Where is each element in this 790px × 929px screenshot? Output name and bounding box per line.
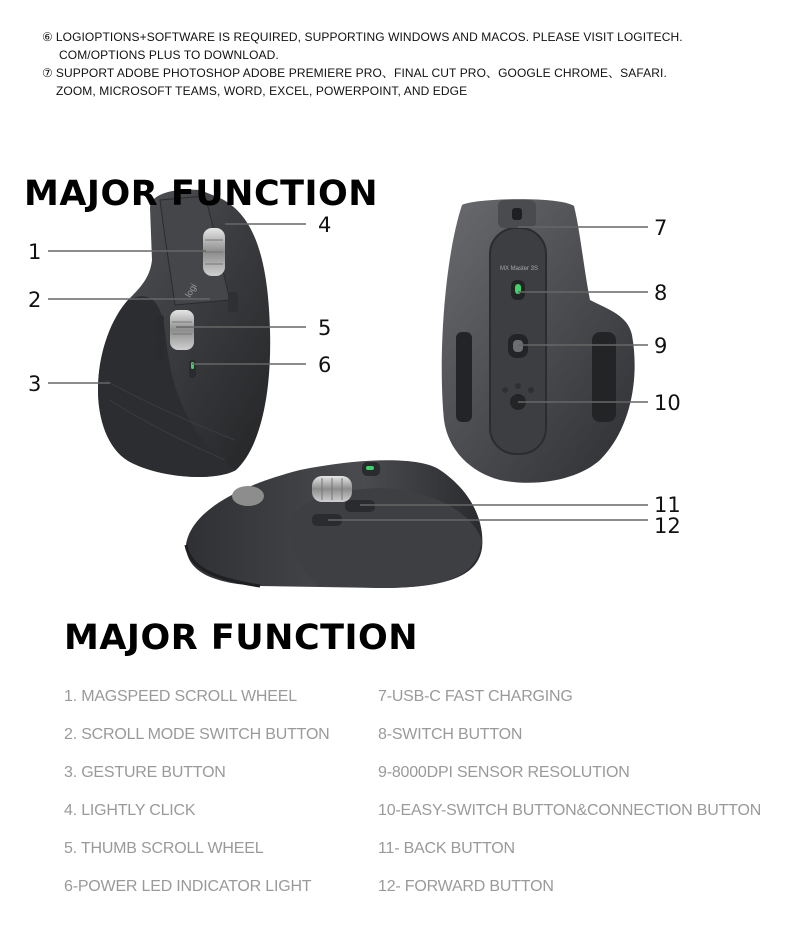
power-led: [191, 362, 194, 369]
feature-item: 2. SCROLL MODE SWITCH BUTTON: [64, 726, 330, 743]
usbc-port: [512, 208, 522, 220]
feature-item: 11- BACK BUTTON: [378, 840, 515, 857]
callout-10: 10: [654, 391, 681, 415]
mouse-side-view: [186, 460, 482, 588]
feature-item: 6-POWER LED INDICATOR LIGHT: [64, 878, 312, 895]
callout-7: 7: [654, 216, 668, 240]
section-heading-top: MAJOR FUNCTION: [24, 174, 379, 214]
callout-11: 11: [654, 493, 681, 517]
callout-5: 5: [318, 316, 332, 340]
note-text: SUPPORT ADOBE PHOTOSHOP ADOBE PREMIERE PRO、FINAL CUT PRO、GOOGLE CHROME、SAFARI.: [55, 66, 667, 80]
section-heading-bottom: MAJOR FUNCTION: [64, 618, 419, 658]
mouse-top-view: [98, 190, 270, 477]
feature-item: 8-SWITCH BUTTON: [378, 726, 523, 743]
note-apps: [42, 64, 742, 100]
callout-6: 6: [318, 353, 332, 377]
note-software: [42, 28, 742, 64]
note-text: COM/OPTIONS PLUS TO DOWNLOAD.: [59, 48, 279, 62]
feature-item: 5. THUMB SCROLL WHEEL: [64, 840, 264, 857]
callout-1: 1: [28, 240, 42, 264]
feature-item: 10-EASY-SWITCH BUTTON&CONNECTION BUTTON: [378, 802, 762, 819]
feature-item: 9-8000DPI SENSOR RESOLUTION: [378, 764, 630, 781]
feature-item: 3. GESTURE BUTTON: [64, 764, 226, 781]
software-notes: [42, 28, 742, 100]
mouse-diagram: [0, 160, 790, 600]
callout-2: 2: [28, 288, 42, 312]
note-text: ZOOM, MICROSOFT TEAMS, WORD, EXCEL, POWERPOINT, AND EDGE: [56, 84, 468, 98]
callout-8: 8: [654, 281, 668, 305]
back-button: [345, 500, 375, 512]
callout-12: 12: [654, 514, 681, 538]
note-marker: ⑦: [42, 66, 53, 80]
mouse-bottom-view: [442, 199, 635, 483]
callout-9: 9: [654, 334, 668, 358]
feature-item: 1. MAGSPEED SCROLL WHEEL: [64, 688, 297, 705]
feature-item: 7-USB-C FAST CHARGING: [378, 688, 573, 705]
logi-logo: logi: [183, 281, 199, 299]
model-text: MX Master 3S: [500, 266, 539, 272]
feature-item: 12- FORWARD BUTTON: [378, 878, 554, 895]
note-text: LOGIOPTIONS+SOFTWARE IS REQUIRED, SUPPORTING WINDOWS AND MACOS. PLEASE VISIT LOGITECH.: [55, 30, 683, 44]
thumb-wheel: [170, 310, 194, 350]
callout-4: 4: [318, 213, 332, 237]
note-marker: ⑥: [42, 30, 53, 44]
callout-3: 3: [28, 372, 42, 396]
feature-item: 4. LIGHTLY CLICK: [64, 802, 196, 819]
